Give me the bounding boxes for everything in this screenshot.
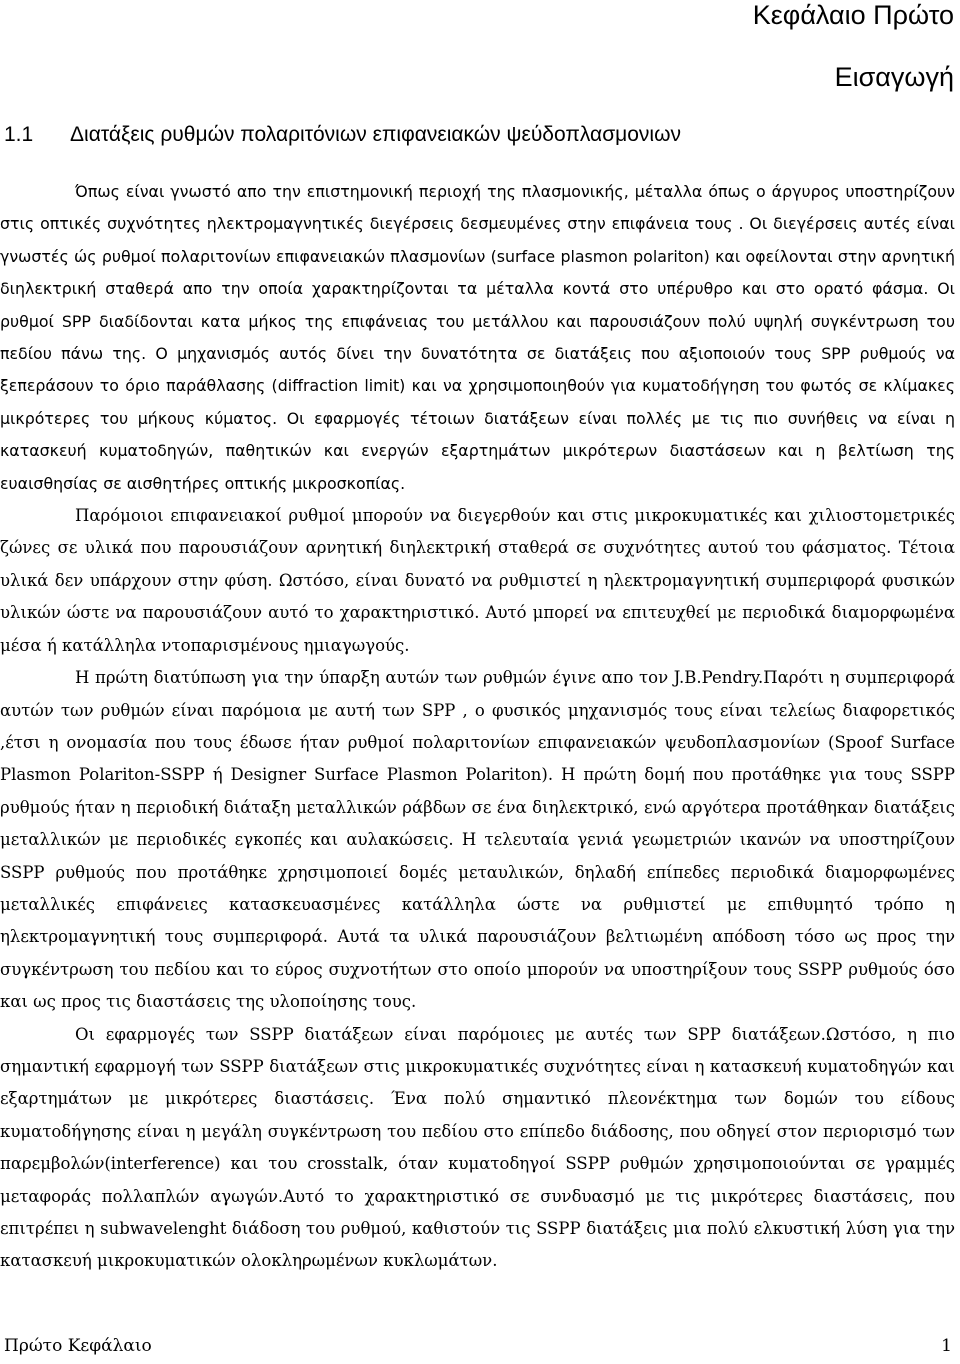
- body-text: [0, 176, 955, 1278]
- paragraph-4: Οι εφαρμογές των SSPP διατάξεων είναι παρόμοιες με αυτές των SPP διατάξεων.Ωστόσο, η πιο σημαντική εφαρμογή των SSPP διατάξεων στις μικροκυματικές συχνότητες είναι η κατασκευή κυματοδηγών και εξαρτημάτων με μικρότερες διαστάσεις. Ένα πολύ σημαντικό πλεονέκτημα των δομών του είδους κυματοδήγησης είναι η μεγάλη συγκέντρωση του πεδίου στο επίπεδο διάδοσης, που οδηγεί στον περιορισμό των παρεμβολών(interference) και του crosstalk, όταν κυματοδηγοί SSPP ρυθμών χρησιμοποιούνται σε γραμμές μεταφοράς πολλαπλών αγωγών.Αυτό το χαρακτηριστικό σε συνδυασμό με τις μικρότερες διαστάσεις, που επιτρέπει η subwavelenght διάδοση του ρυθμού, καθιστούν τις SSPP διατάξεις μια πολύ ελκυστική λύση για την κατασκευή μικροκυματικών ολοκληρωμένων κυκλωμάτων.: [0, 1024, 955, 1271]
- footer-chapter-label: Πρώτο Κεφάλαιο: [4, 1336, 152, 1356]
- section-number: 1.1: [4, 123, 34, 146]
- section-title: Διατάξεις ρυθμών πολαριτόνιων επιφανειακών ψεύδοπλασμονιων: [70, 123, 681, 146]
- paragraph-3: Η πρώτη διατύπωση για την ύπαρξη αυτών των ρυθμών έγινε απο τον J.B.Pendry.Παρότι η συμπεριφορά αυτών των ρυθμών είναι παρόμοια με αυτή των SPP , ο φυσικός μηχανισμός τους είναι τελείως διαφορετικός ,έτσι η ονομασία που τους έδωσε ήταν ρυθμοί πολαριτονίων επιφανειακών ψευδοπλασμονίων (Spoof Surface Plasmon Polariton-SSPP ή Designer Surface Plasmon Polariton). Η πρώτη δομή που προτάθηκε για τους SSPP ρυθμούς ήταν η περιοδική διάταξη μεταλλικών ράβδων σε ένα διηλεκτρικό, ενώ αργότερα προτάθηκαν διατάξεις μεταλλικών με περιοδικές εγκοπές και αυλακώσεις. Η τελευταία γενιά γεωμετριών ικανών να υποστηρίζουν SSPP ρυθμούς που προτάθηκε χρησιμοποιεί δομές μεταυλικών, δηλαδή επίπεδες περιοδικά διαμορφωμένες μεταλλικές επιφάνειες κατασκευασμένες κατάλληλα ώστε να ρυθμιστεί με επιθυμητό τρόπο η ηλεκτρομαγνητική τους συμπεριφορά. Αυτά τα υλικά παρουσιάζουν βελτιωμένη απόδοση τόσο ως προς την συγκέντρωση του πεδίου και το εύρος συχνοτήτων στο οποίο μπορούν να υποστηρίξουν τους SSPP ρυθμούς όσο και ως προς τις διαστάσεις της υλοποίησης τους.: [0, 668, 955, 1012]
- page-number: 1: [941, 1336, 952, 1356]
- paragraph-1: Όπως είναι γνωστό απο την επιστημονική περιοχή της πλασμονικής, μέταλλα όπως ο άργυρος υποστηρίζουν στις οπτικές συχνότητες ηλεκτρομαγνητικές διεγέρσεις δεσμευμένες στην επιφάνεια τους . Οι διεγέρσεις αυτές είναι γνωστές ώς ρυθμοί πολαριτονίων επιφανειακών πλασμονίων (surface plasmon polariton) και οφείλονται στην αρνητική διηλεκτρική σταθερά απο την οποία χαρακτηρίζονται τα μέταλλα κοντά στο υπέρυθρο και στο ορατό φάσμα. Οι ρυθμοί SPP διαδίδονται κατα μήκος της επιφάνειας του μετάλλου και παρουσιάζουν πολύ υψηλή συγκέντρωση του πεδίου πάνω της. Ο μηχανισμός αυτός δίνει την δυνατότητα σε διατάξεις που αξιοποιούν τους SPP ρυθμούς να ξεπεράσουν το όριο παράθλασης (diffraction limit) και να χρησιμοποιηθούν για κυματοδήγηση του φωτός σε κλίμακες μικρότερες του μήκους κύματος. Οι εφαρμογές τέτοιων διατάξεων είναι πολλές με τις πιο συνήθεις να είναι η κατασκευή κυματοδηγών, παθητικών και ενεργών εξαρτημάτων μικρότερων διαστάσεων και η βελτίωση της ευαισθησίας σε αισθητήρες οπτικής μικροσκοπίας.: [0, 182, 955, 493]
- section-heading: [4, 122, 681, 148]
- paragraph-2: Παρόμοιοι επιφανειακοί ρυθμοί μπορούν να διεγερθούν και στις μικροκυματικές και χιλιοστομετρικές ζώνες σε υλικά που παρουσιάζουν αρνητική διηλεκτρική σταθερά σε συχνότητες αυτού του φάσματος. Τέτοια υλικά δεν υπάρχουν στην φύση. Ωστόσο, είναι δυνατό να ρυθμιστεί η ηλεκτρομαγνητική συμπεριφορά φυσικών υλικών ώστε να παρουσιάζουν αυτό το χαρακτηριστικό. Αυτό μπορεί να επιτευχθεί με περιοδικά διαμορφωμένα μέσα ή κατάλληλα ντοπαρισμένους ημιαγωγούς.: [0, 506, 955, 655]
- chapter-subtitle: Εισαγωγή: [834, 62, 954, 92]
- chapter-title: Κεφάλαιο Πρώτο: [752, 0, 954, 30]
